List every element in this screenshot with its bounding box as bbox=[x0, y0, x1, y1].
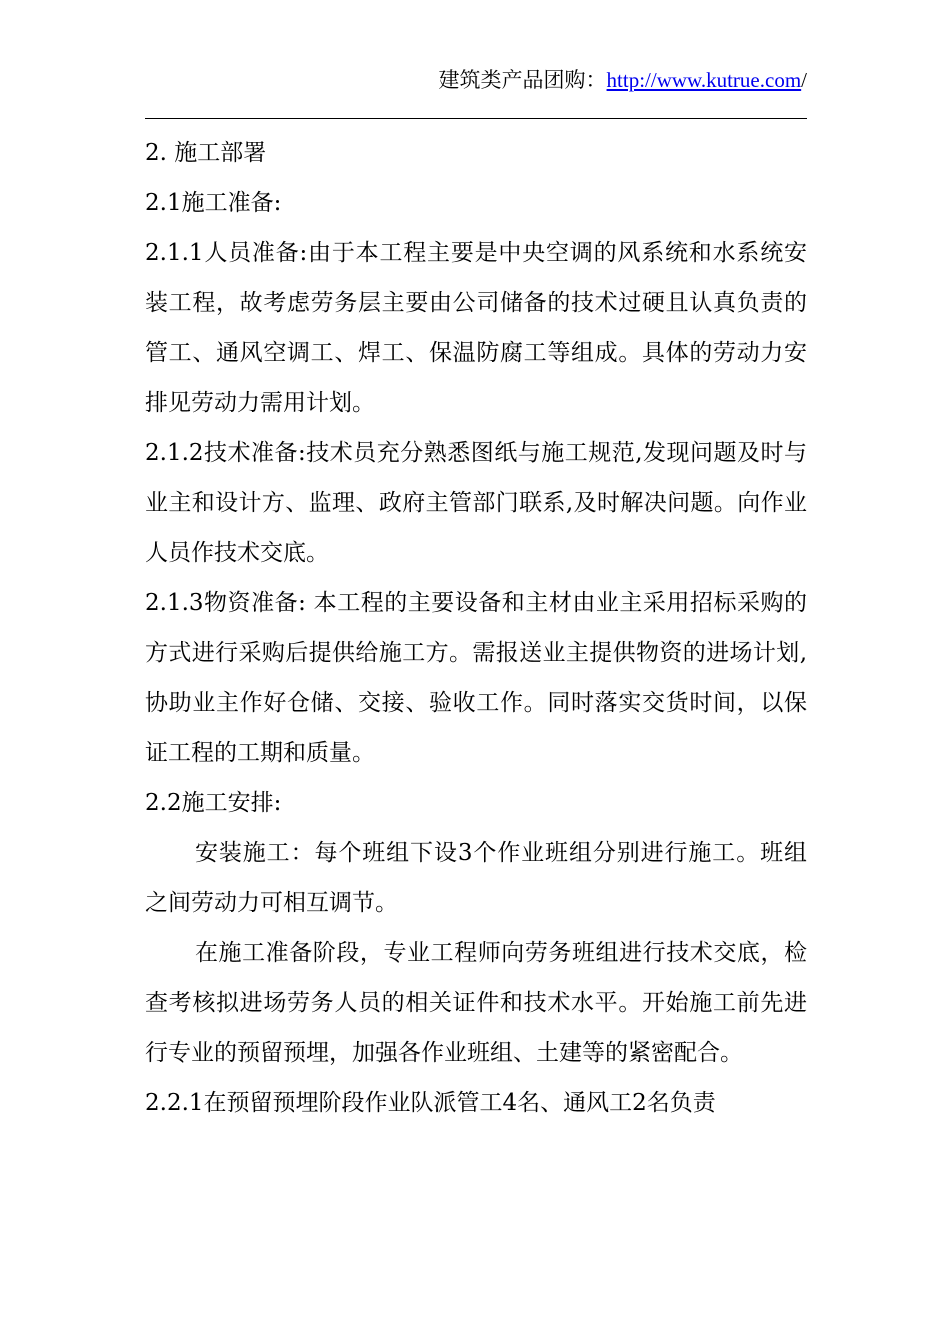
paragraph: 2.1.1人员准备:由于本工程主要是中央空调的风系统和水系统安装工程，故考虑劳务层主要由公司储备的技术过硬且认真负责的管工、通风空调工、焊工、保温防腐工等组成。具体的劳动力安排见劳动力需用计划。 bbox=[145, 240, 807, 416]
header-label: 建筑类产品团购： bbox=[438, 68, 607, 92]
header-divider bbox=[145, 118, 807, 119]
paragraph: 安装施工：每个班组下设3个作业班组分别进行施工。班组之间劳动力可相互调节。 bbox=[145, 840, 807, 916]
subsection-heading: 2.2施工安排: bbox=[145, 790, 282, 816]
document-body bbox=[145, 128, 807, 1128]
section-heading: 2. 施工部署 bbox=[145, 140, 267, 166]
header-slash: / bbox=[801, 68, 807, 92]
header-link[interactable]: http://www.kutrue.com bbox=[606, 68, 802, 92]
paragraph: 在施工准备阶段，专业工程师向劳务班组进行技术交底，检查考核拟进场劳务人员的相关证件和技术水平。开始施工前先进行专业的预留预埋，加强各作业班组、土建等的紧密配合。 bbox=[145, 940, 807, 1066]
page-header bbox=[145, 64, 807, 96]
paragraph: 2.1.2技术准备:技术员充分熟悉图纸与施工规范,发现问题及时与业主和设计方、监理、政府主管部门联系,及时解决问题。向作业人员作技术交底。 bbox=[145, 440, 807, 566]
paragraph: 2.1.3物资准备: 本工程的主要设备和主材由业主采用招标采购的方式进行采购后提供给施工方。需报送业主提供物资的进场计划,协助业主作好仓储、交接、验收工作。同时落实交货时间，以保证工程的工期和质量。 bbox=[145, 590, 807, 766]
subsection-heading: 2.1施工准备: bbox=[145, 190, 282, 216]
paragraph: 2.2.1在预留预埋阶段作业队派管工4名、通风工2名负责 bbox=[145, 1090, 716, 1116]
